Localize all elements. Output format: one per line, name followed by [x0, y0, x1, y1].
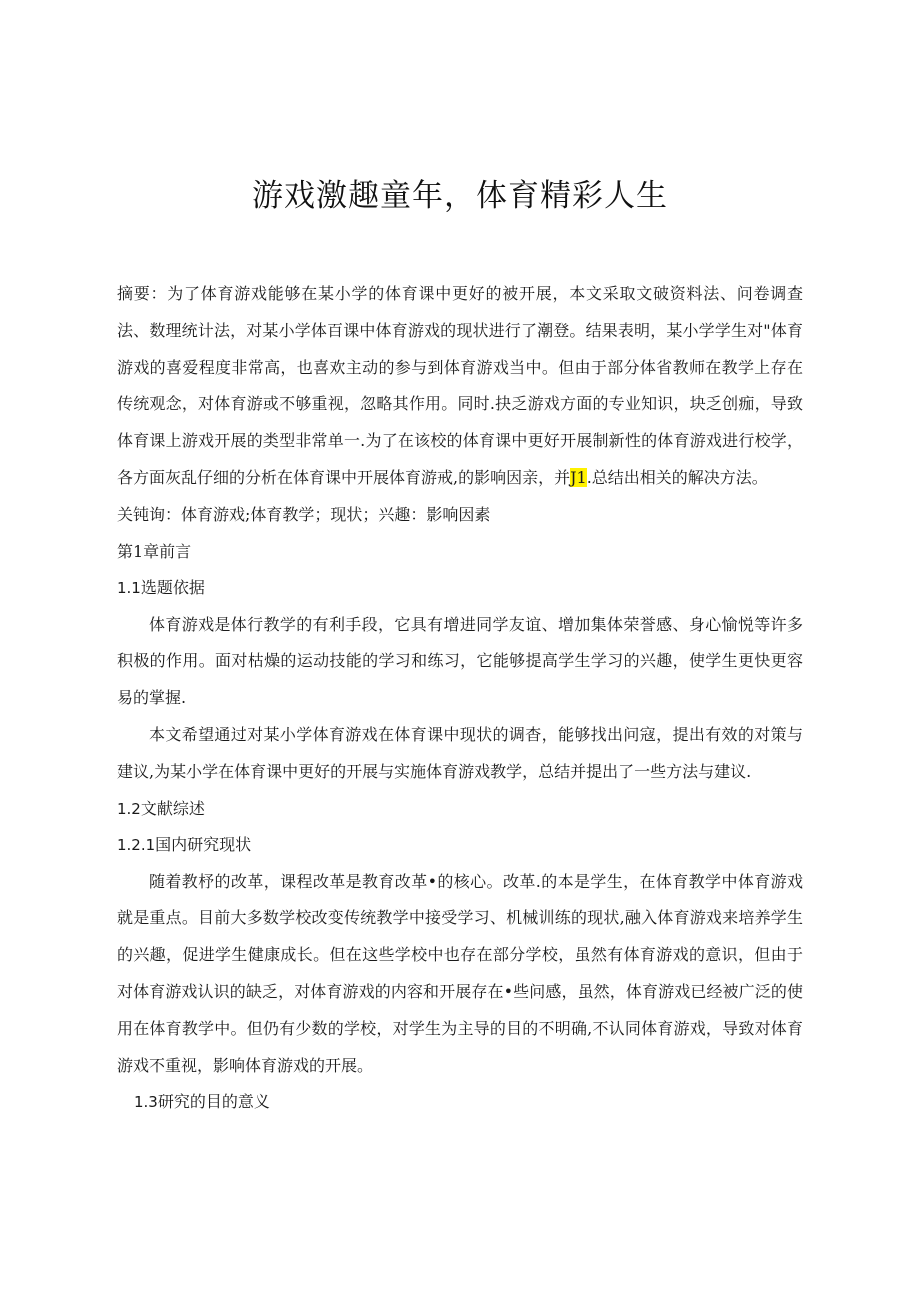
body-paragraph: 本文希望通过对某小学体育游戏在体育课中现状的调杳，能够找出问寇，提出有效的对策与建议,为某小学在体育课中更好的开展与实施体育游戏教学，总结并提出了一些方法与建议. [117, 724, 803, 781]
abstract-paragraph [117, 276, 803, 497]
section-heading-1-3 [117, 1084, 803, 1121]
body-paragraph: 体育游戏是体行教学的有利手段，它具有增进同学友谊、增加集体荣誉感、身心愉悦等许多积极的作用。面对枯燥的运动技能的学习和练习，它能够提高学生学习的兴趣，使学生更快更容易的掌握. [117, 614, 803, 708]
document-body [117, 276, 803, 1121]
highlighted-text: J1 [570, 467, 587, 487]
section-heading-1-1 [117, 570, 803, 607]
abstract-text-end: .总结出相关的解决方法。 [586, 467, 768, 487]
section-number: 1.2.1 [117, 836, 156, 855]
section-heading-1-2 [117, 791, 803, 828]
abstract-text: 摘要：为了体育游戏能够在某小学的体育课中更好的被开展，本文采取文破资料法、问卷调查法、数理统计法，对某小学体百课中体育游戏的现状进行了潮登。结果表明，某小学学生对"体育游戏的喜爱程度非常高，也喜欢主动的参与到体育游戏当中。但由于部分体省教师在教学上存在传统观念，对体育游或不够重视，忽略其作用。同时.抉乏游戏方面的专业知识，块乏创痂，导致体育课上游戏开展的类型非常单一.为了在该校的体育课中更好开展制新性的体育游戏进行校学，各方面灰乱仔细的分析在体育课中开展体育游戒,的影响因亲，并 [117, 284, 803, 487]
section-title: 选题依据 [140, 578, 205, 598]
section-title: 研究的目的意义 [157, 1092, 270, 1112]
chapter-heading: 第1章前言 [117, 541, 192, 561]
section-number: 1.1 [117, 579, 141, 598]
section-number: 1.3 [134, 1093, 158, 1112]
body-paragraph: 随着教杼的改革，课程改革是教育改革•的核心。改革.的本是学生，在体育教学中体育游戏就是重点。目前大多数学校改变传统教学中接受学习、机械训练的现状,融入体育游戏来培养学生的兴趣，促进学生健康成长。但在这些学校中也存在部分学校，虽然有体育游戏的意识，但由于对体育游戏认识的缺乏，对体育游戏的内容和开展存在•些问感，虽然，体育游戏已经被广泛的使用在体育教学中。但仍有少数的学校，对学生为主导的目的不明确,不认同体育游戏，导致对体育游戏不重视，影响体育游戏的开展。 [117, 871, 803, 1075]
keywords-line: 关钝询：体育游戏;体育教学；现状；兴趣：影响因素 [117, 504, 491, 524]
section-number: 1.2 [117, 799, 141, 818]
document-title: 游戏激趣童年，体育精彩人生 [252, 178, 668, 214]
section-title: 文献综述 [140, 798, 205, 818]
section-heading-1-2-1 [117, 827, 803, 864]
section-title: 国内研究现状 [155, 835, 252, 855]
